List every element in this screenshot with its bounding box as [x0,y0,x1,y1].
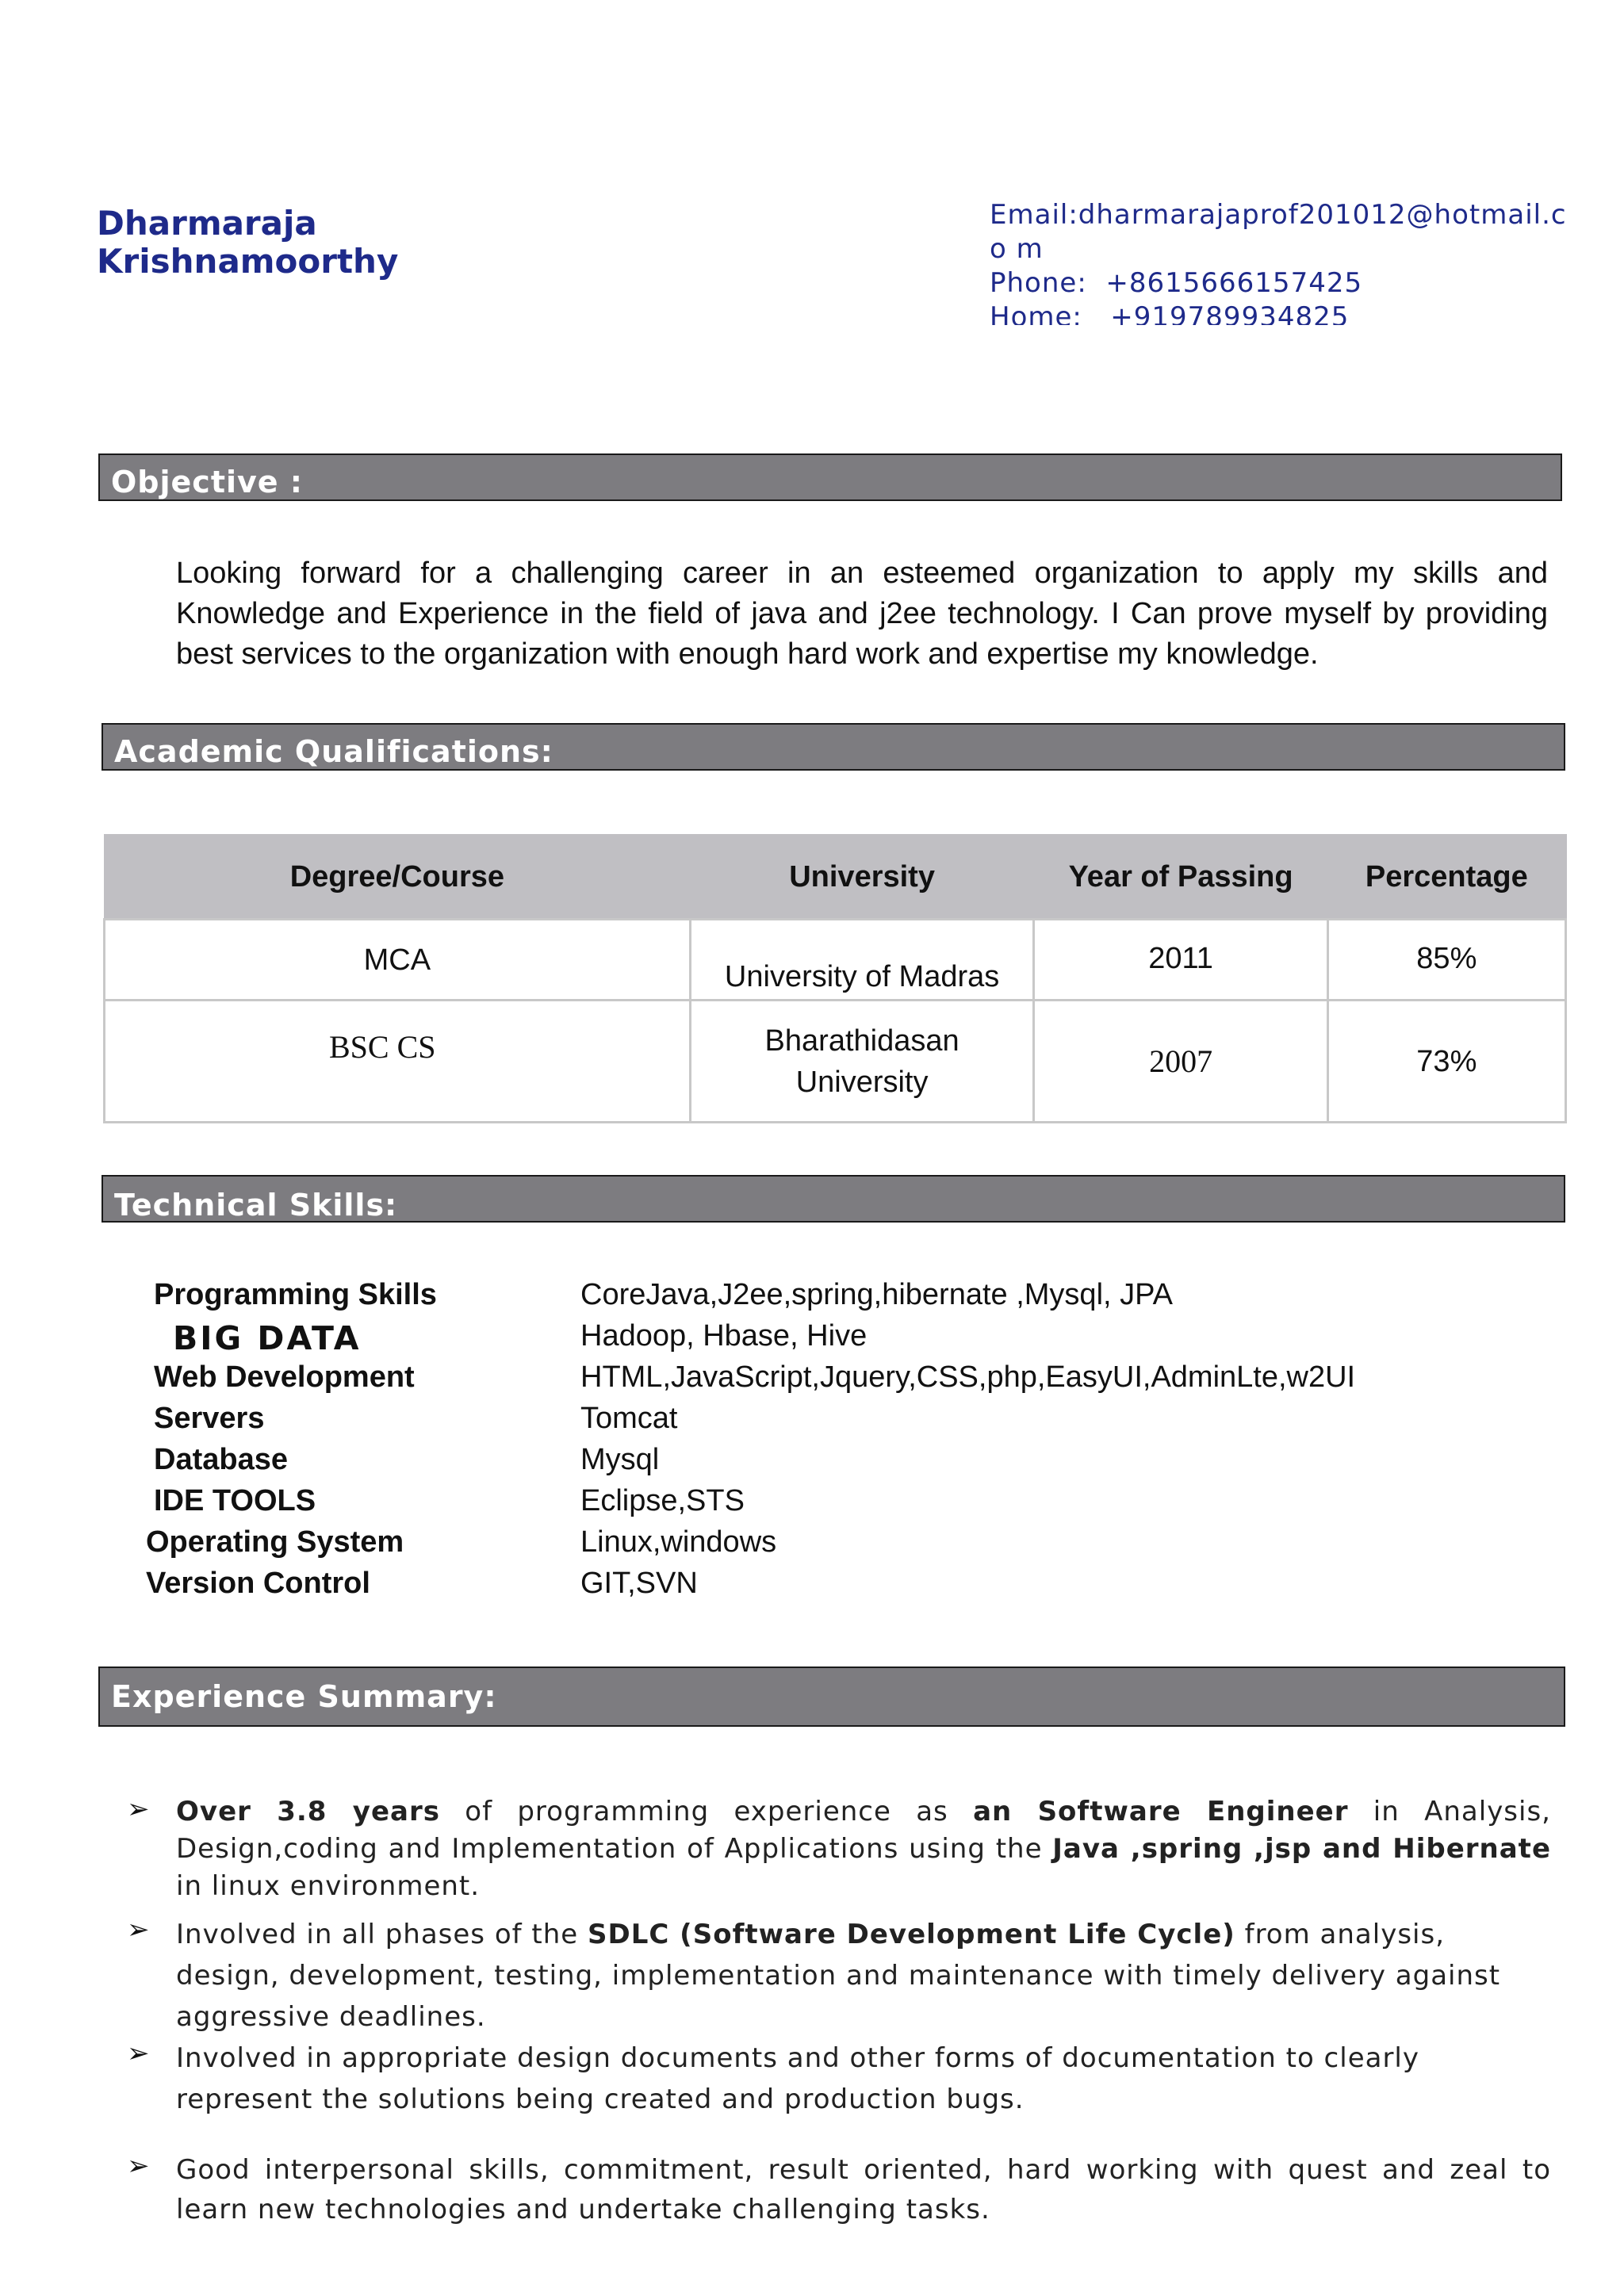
skill-value: Hadoop, Hbase, Hive [580,1319,868,1353]
degree-cell: BSC CS [105,1001,691,1123]
experience-text [176,1793,1551,1905]
header-university: University [690,835,1034,920]
university-cell: University of Madras [690,920,1034,1001]
skill-value: CoreJava,J2ee,spring,hibernate ,Mysql, JPA [580,1278,1173,1311]
skill-value: Linux,windows [580,1525,777,1559]
skill-label: Programming Skills [154,1278,437,1311]
bold-text: Over 3.8 years [176,1796,440,1827]
text-span: Involved in all phases of the [176,1919,588,1950]
objective-section-bar [98,453,1562,501]
academic-heading: Academic Qualifications: [114,734,553,769]
technical-section-bar [102,1175,1565,1223]
email-text[interactable]: Email:dharmarajaprof201012@hotmail.co m [990,199,1567,265]
table-row [105,1001,1566,1123]
header-degree: Degree/Course [105,835,691,920]
skill-label: Version Control [146,1567,370,1600]
skill-label: Database [154,1443,288,1476]
technical-heading: Technical Skills: [114,1188,398,1223]
arrow-bullet-icon: ➢ [127,2038,150,2069]
skill-label: Web Development [154,1360,415,1394]
skill-value: HTML,JavaScript,Jquery,CSS,php,EasyUI,AdminLte,w2UI [580,1360,1356,1394]
bold-text: SDLC (Software Development Life Cycle) [588,1919,1235,1950]
experience-text: Good interpersonal skills, commitment, result oriented, hard working with quest and zeal to learn new technologies and undertake challenging tasks. [176,2154,1551,2225]
name-last: Krishnamoorthy [97,242,399,281]
skill-label: BIG DATA [173,1319,362,1357]
academic-section-bar [102,723,1565,771]
experience-heading: Experience Summary: [111,1679,497,1714]
objective-text: Looking forward for a challenging career in an esteemed organization to apply my skills and Knowledge and Experience in the field of java and j2ee technology. I Can prove myself by providing best services to the organization with enough hard work and expertise my knowledge. [176,557,1548,671]
name-first: Dharmaraja [97,204,317,243]
arrow-bullet-icon: ➢ [127,1793,150,1825]
percentage-cell: 85% [1327,920,1565,1001]
header-year: Year of Passing [1034,835,1327,920]
experience-text [176,1914,1551,2038]
bold-text: Java ,spring ,jsp and Hibernate [1052,1833,1551,1865]
home-phone-text: Home: +919789934825 [990,301,1350,325]
experience-text: Involved in appropriate design documents and other forms of documentation to clearly represent the solutions being created and production bugs. [176,2042,1419,2115]
skill-value: Mysql [580,1443,660,1476]
skill-label: IDE TOOLS [154,1484,316,1517]
text-span: of programming experience as [439,1796,974,1827]
university-cell: Bharathidasan University [690,1001,1034,1123]
text-span: in linux environment. [176,1870,481,1902]
arrow-bullet-icon: ➢ [127,2150,150,2182]
skill-label: Servers [154,1402,265,1435]
year-cell: 2007 [1034,1001,1327,1123]
table-row [105,920,1566,1001]
degree-cell: MCA [105,920,691,1001]
experience-section-bar [98,1667,1565,1727]
text-span: from analysis, design, development, testing, implementation and maintenance with timely delivery against aggressive deadlines. [176,1919,1501,2033]
phone-text: Phone: +8615666157425 [990,267,1363,299]
objective-heading: Objective : [111,465,303,499]
percentage-cell: 73% [1327,1001,1565,1123]
skill-label: Operating System [146,1525,404,1559]
year-cell: 2011 [1034,920,1327,1001]
bold-text: an Software Engineer [973,1796,1349,1827]
header-percentage: Percentage [1327,835,1565,920]
skill-value: Eclipse,STS [580,1484,745,1517]
academic-table-header [105,835,1566,920]
skill-value: Tomcat [580,1402,678,1435]
arrow-bullet-icon: ➢ [127,1914,150,1946]
text-span: in Analysis, Design,coding and Implementation of Applications using the [176,1796,1551,1865]
academic-table [103,834,1567,1123]
skill-value: GIT,SVN [580,1567,698,1600]
contact-block [990,198,1576,325]
candidate-name [97,205,398,281]
